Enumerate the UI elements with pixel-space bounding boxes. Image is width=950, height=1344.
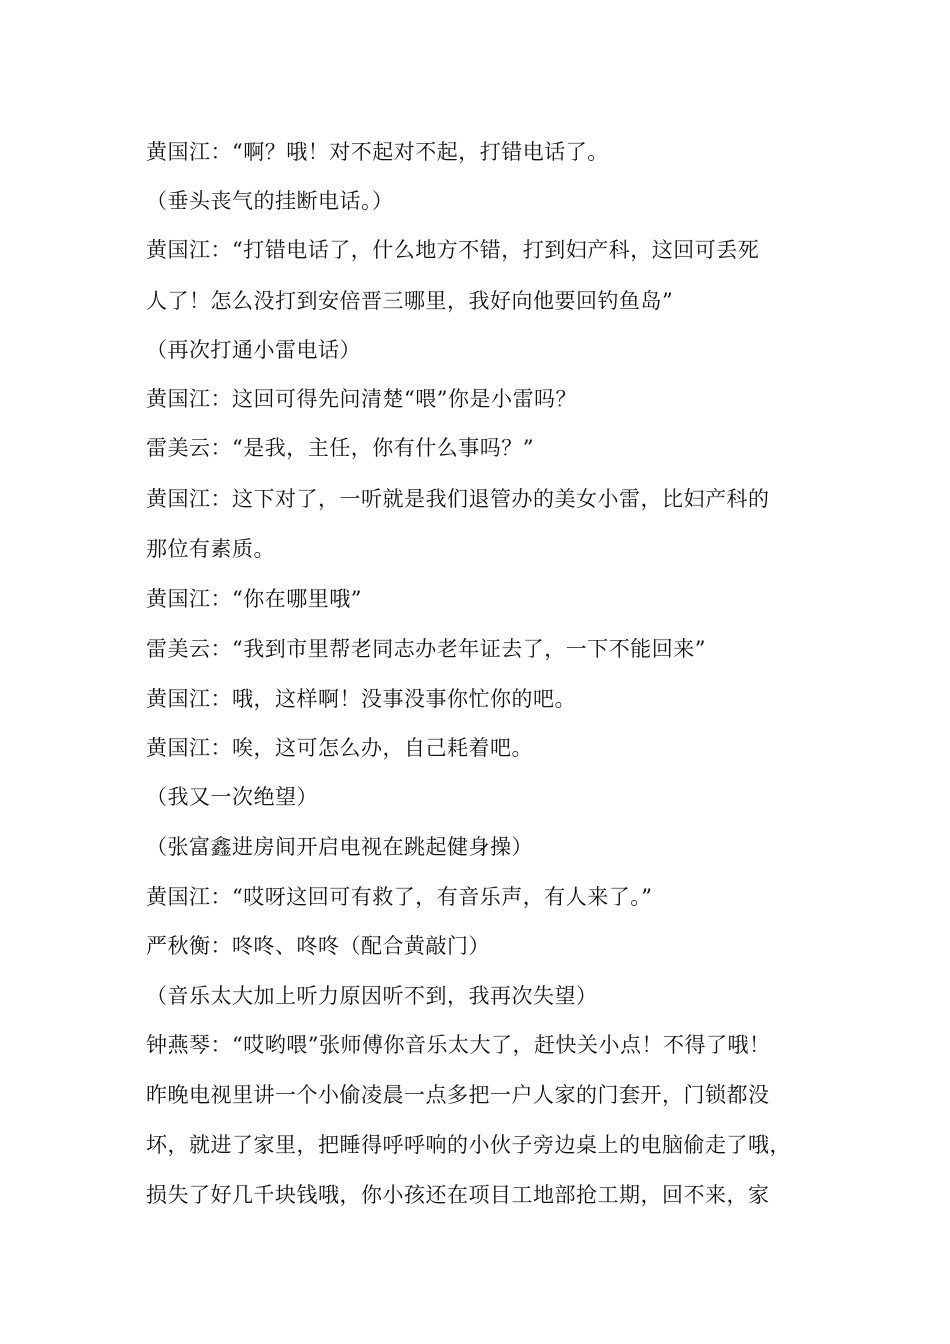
text-line: 雷美云：“是我，主任，你有什么事吗？”	[146, 436, 534, 460]
text-line: （张富鑫进房间开启电视在跳起健身操）	[146, 835, 533, 859]
text-line: 黄国江：哦，这样啊！没事没事你忙你的吧。	[146, 687, 576, 711]
text-line: 严秋衡：咚咚、咚咚（配合黄敲门）	[146, 934, 490, 958]
text-line: 坏，就进了家里，把睡得呼呼响的小伙子旁边桌上的电脑偷走了哦，	[146, 1133, 791, 1157]
text-line: （垂头丧气的挂断电话。）	[146, 189, 394, 213]
text-line: 黄国江：“打错电话了，什么地方不错，打到妇产科，这回可丢死	[146, 238, 760, 262]
text-line: （音乐太大加上听力原因听不到，我再次失望）	[146, 984, 598, 1008]
text-line: 雷美云：“我到市里帮老同志办老年证去了，一下不能回来”	[146, 637, 706, 661]
text-line: 黄国江：这回可得先问清楚“喂”你是小雷吗？	[146, 387, 577, 411]
text-line: （我又一次绝望）	[146, 785, 318, 809]
text-line: 黄国江：“哎呀这回可有救了，有音乐声，有人来了。”	[146, 885, 653, 909]
text-line: 那位有素质。	[146, 537, 275, 561]
text-line: 昨晚电视里讲一个小偷凌晨一点多把一户人家的门套开，门锁都没	[146, 1083, 770, 1107]
text-line: 人了！怎么没打到安倍晋三哪里，我好向他要回钓鱼岛”	[146, 289, 674, 313]
text-line: 黄国江：这下对了，一听就是我们退管办的美女小雷，比妇产科的	[146, 487, 770, 511]
text-line: 钟燕琴：“哎哟喂”张师傅你音乐太大了，赶快关小点！不得了哦！	[146, 1033, 771, 1057]
text-line: 黄国江：唉，这可怎么办，自己耗着吧。	[146, 736, 533, 760]
text-line: 损失了好几千块钱哦，你小孩还在项目工地部抢工期，回不来，家	[146, 1183, 770, 1207]
text-line: 黄国江：“啊？哦！对不起对不起，打错电话了。	[146, 140, 609, 164]
text-line: 黄国江：“你在哪里哦”	[146, 587, 362, 611]
text-line: （再次打通小雷电话）	[146, 338, 361, 362]
